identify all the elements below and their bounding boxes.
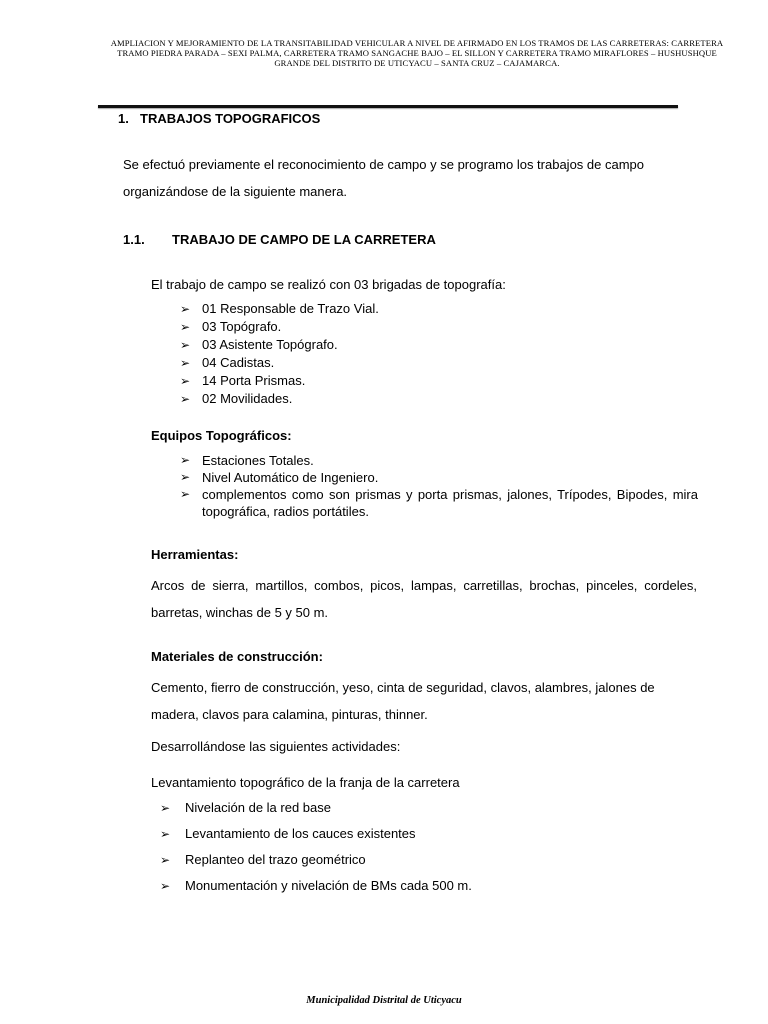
arrow-bullet-icon: ➢ <box>180 356 191 370</box>
list-item: ➢ Levantamiento de los cauces existentes <box>160 826 416 841</box>
materials-heading: Materiales de construcción: <box>151 649 323 664</box>
list-item: ➢ 04 Cadistas. <box>180 355 275 370</box>
materials-text: Cemento, fierro de construcción, yeso, cinta de seguridad, clavos, alambres, jalones de madera, clavos para calamina, pinturas, thinner. <box>151 680 655 722</box>
list-item: ➢ 01 Responsable de Trazo Vial. <box>180 301 379 316</box>
brigades-intro: El trabajo de campo se realizó con 03 brigadas de topografía: <box>151 277 506 292</box>
section-1-1-title: TRABAJO DE CAMPO DE LA CARRETERA <box>172 232 436 247</box>
activities-intro: Desarrollándose las siguientes actividades: <box>151 739 401 754</box>
list-item: ➢ Nivel Automático de Ingeniero. <box>180 470 379 485</box>
tools-heading: Herramientas: <box>151 547 239 562</box>
list-item: ➢ 14 Porta Prismas. <box>180 373 306 388</box>
list-item: ➢ Nivelación de la red base <box>160 800 331 815</box>
survey-intro: Levantamiento topográfico de la franja de la carretera <box>151 775 460 790</box>
section-1-intro: Se efectuó previamente el reconocimiento de campo y se programo los trabajos de campo organizándose de la siguiente manera. <box>123 157 645 199</box>
activities-list <box>160 800 472 904</box>
arrow-bullet-icon: ➢ <box>180 487 191 501</box>
arrow-bullet-icon: ➢ <box>180 320 191 334</box>
arrow-bullet-icon: ➢ <box>180 374 191 388</box>
arrow-bullet-icon: ➢ <box>180 338 191 352</box>
brigades-list <box>180 301 379 409</box>
list-item: ➢ 02 Movilidades. <box>180 391 293 406</box>
document-header <box>92 38 742 68</box>
section-1-1-number: 1.1. <box>123 232 145 247</box>
arrow-bullet-icon: ➢ <box>180 302 191 316</box>
list-item: ➢ 03 Asistente Topógrafo. <box>180 337 338 352</box>
header-divider <box>98 105 678 108</box>
section-1-title: TRABAJOS TOPOGRAFICOS <box>140 111 321 126</box>
arrow-bullet-icon: ➢ <box>160 879 171 893</box>
list-item: ➢ Estaciones Totales. <box>180 453 314 468</box>
arrow-bullet-icon: ➢ <box>160 801 171 815</box>
arrow-bullet-icon: ➢ <box>180 392 191 406</box>
section-1-heading <box>118 111 320 127</box>
document-footer: Municipalidad Distrital de Uticyacu <box>306 995 462 1006</box>
list-item: ➢ 03 Topógrafo. <box>180 319 282 334</box>
header-line-3: GRANDE DEL DISTRITO DE UTICYACU – SANTA CRUZ – CAJAMARCA. <box>274 58 560 68</box>
list-item: ➢ complementos como son prismas y porta prismas, jalones, Trípodes, Bipodes, mira topográfica, radios portátiles. <box>180 487 698 519</box>
section-1-1-heading <box>123 232 436 248</box>
tools-text: Arcos de sierra, martillos, combos, picos, lampas, carretillas, brochas, pinceles, cordeles, barretas, winchas de 5 y 50 m. <box>151 578 697 620</box>
equipment-list <box>180 452 698 520</box>
header-line-1: AMPLIACION Y MEJORAMIENTO DE LA TRANSITABILIDAD VEHICULAR A NIVEL DE AFIRMADO EN LOS TRAMOS DE LAS CARRETERAS: CARRETERA <box>110 38 724 48</box>
list-item: ➢ Replanteo del trazo geométrico <box>160 852 366 867</box>
section-1-number: 1. <box>118 111 129 126</box>
arrow-bullet-icon: ➢ <box>180 453 191 467</box>
equipment-heading: Equipos Topográficos: <box>151 428 292 443</box>
arrow-bullet-icon: ➢ <box>180 470 191 484</box>
arrow-bullet-icon: ➢ <box>160 827 171 841</box>
list-item: ➢ Monumentación y nivelación de BMs cada 500 m. <box>160 878 472 893</box>
arrow-bullet-icon: ➢ <box>160 853 171 867</box>
header-line-2: TRAMO PIEDRA PARADA – SEXI PALMA, CARRETERA TRAMO SANGACHE BAJO – EL SILLON Y CARRETERA TRAMO MIRAFLORES – HUSHUSHQUE <box>117 48 717 58</box>
